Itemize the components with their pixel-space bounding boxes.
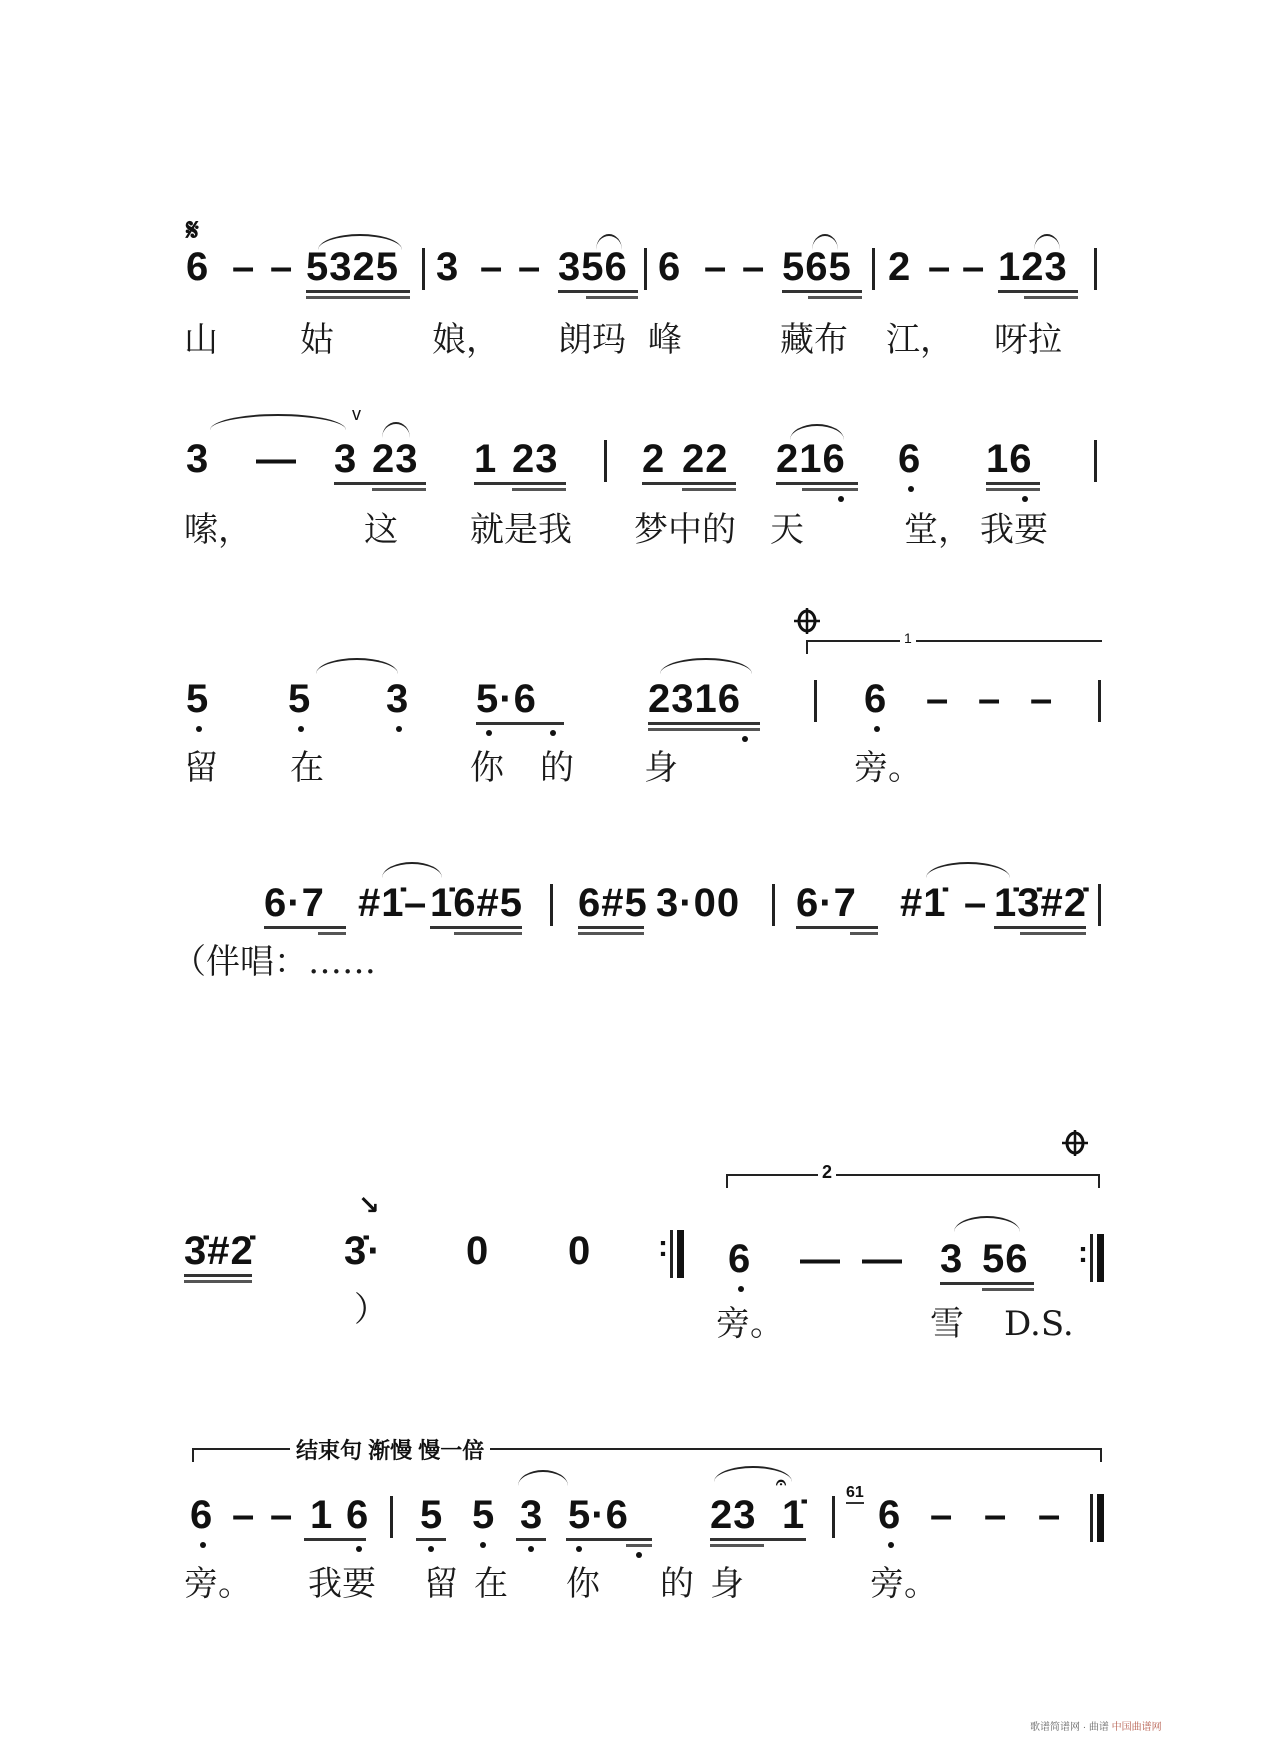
note: 5 [186,677,210,721]
footer-site: 中国曲谱网 [1111,1722,1162,1733]
lyric: 江， [886,320,954,360]
grace-notes: 61 [846,1484,864,1504]
dash: – [404,881,428,925]
lyric: 梦中的 [634,510,736,550]
lyric: 旁。 [870,1564,938,1604]
note-group: 123 [998,245,1068,289]
underline [512,488,566,491]
note-group: 1̇3̇#2̇ [994,881,1087,925]
note-group: 6·7 [796,881,857,925]
underline [474,482,566,485]
coda-icon [1062,1130,1088,1156]
low-octave-dot [356,1546,362,1552]
underline [318,932,346,935]
underline [982,1288,1034,1291]
note-group: 56 [982,1237,1029,1281]
note-group: 2316 [648,677,741,721]
bar-line [604,440,607,482]
note-group: 5·6 [568,1493,629,1537]
bar-line [390,1496,393,1538]
note-group: 6·7 [264,881,325,925]
note: 3 [436,245,460,289]
lyric: 旁。 [854,748,922,788]
lyric: 的 [660,1564,694,1604]
underline [578,932,644,935]
underline [334,482,426,485]
low-octave-dot [874,726,880,732]
note: 6 [878,1493,902,1537]
underline [476,722,564,725]
dal-segno-marking: D.S. [1004,1304,1074,1344]
note: 3̇· [344,1229,382,1273]
slur [518,1470,568,1486]
underline [578,926,644,929]
underline [850,932,878,935]
note-group: 5325 [306,245,399,289]
low-octave-dot [888,1542,894,1548]
lyric: 身 [644,748,678,788]
low-octave-dot [396,726,402,732]
note-group: 23 [710,1493,757,1537]
dash: – [232,1493,256,1537]
note: 6 [190,1493,214,1537]
lyric: 藏布 [780,320,848,360]
low-octave-dot [636,1552,642,1558]
slur [926,862,1010,878]
dash: – [964,881,988,925]
lyric: 朗玛 [558,320,626,360]
underline [648,728,760,731]
footer-text: 歌谱简谱网 · 曲谱 [1030,1722,1109,1733]
dash: – [742,245,766,289]
lyric: 的 [540,748,574,788]
note-group: 23 [512,437,559,481]
note: 3 [386,677,410,721]
low-octave-dot [528,1546,534,1552]
underline [710,1538,806,1541]
note: 6 [864,677,888,721]
underline [566,1538,652,1541]
bar-line [422,248,425,290]
lyric: 就是我 [470,510,572,550]
dash: – [930,1493,954,1537]
bar-line [1098,884,1101,926]
note: 6 [186,245,210,289]
note: 6 [658,245,682,289]
dash: – [270,245,294,289]
lyric: 我要 [980,510,1048,550]
slur [954,1216,1020,1232]
underline [626,1544,652,1547]
lyric: 呀拉 [994,320,1062,360]
repeat-dots: : [658,1230,668,1263]
fermata-icon: 𝄐 [776,1472,787,1492]
note: 3 [520,1493,544,1537]
note: 3 [940,1237,964,1281]
volta-bracket-2 [726,1174,1100,1188]
underline [710,1544,764,1547]
underline [940,1282,1034,1285]
dash: — [800,1237,841,1281]
low-octave-dot [550,730,556,736]
note-group: 6#5 [578,881,648,925]
volta-number: 2 [818,1162,836,1183]
note: 6 [898,437,922,481]
bar-line [550,884,553,926]
note: 1̇ [782,1493,806,1537]
note: 6 [346,1493,370,1537]
dash: – [978,677,1002,721]
note: 6 [728,1237,752,1281]
low-octave-dot [838,496,844,502]
underline [682,488,736,491]
lyric: 雪 [930,1304,964,1344]
underline [994,926,1086,929]
note: 5 [288,677,312,721]
slur [660,658,752,674]
underline [586,296,638,299]
underline [776,482,858,485]
lyric: 在 [290,748,324,788]
low-octave-dot [1022,496,1028,502]
segno-icon: 𝄋 [186,214,199,247]
lyric: 娘， [432,320,500,360]
lyric-prefix: （伴唱：…… [172,942,376,982]
dash: – [1038,1493,1062,1537]
underline [184,1274,252,1277]
note-group: 216 [776,437,846,481]
rest: 0 [466,1229,490,1273]
note-group: 23 [372,437,419,481]
bar-line [1098,680,1101,722]
bar-line [644,248,647,290]
note-group: 565 [782,245,852,289]
low-octave-dot [742,736,748,742]
repeat-end-barline [670,1230,684,1278]
note-group: 3̇#2̇ [184,1229,254,1273]
note: 2 [888,245,912,289]
dash: — [862,1237,903,1281]
note-group: 356 [558,245,628,289]
slur [382,862,442,878]
slur [210,414,346,430]
lyric: 姑 [300,320,334,360]
lyric: 你 [470,748,504,788]
note: 5 [420,1493,444,1537]
underline [796,926,878,929]
underline [986,488,1040,491]
note-group: 16 [986,437,1033,481]
slide-arrow-icon: ↘ [358,1190,380,1220]
underline [516,1538,546,1541]
dash: – [926,677,950,721]
dash: – [984,1493,1008,1537]
low-octave-dot [576,1546,582,1552]
dash: — [256,437,297,481]
lyric: 留 [184,748,218,788]
underline [642,482,736,485]
note-group: 22 [682,437,729,481]
bar-line [814,680,817,722]
underline [304,1538,366,1541]
lyric: 你 [566,1564,600,1604]
bar-line [1094,248,1097,290]
note: 1 [310,1493,334,1537]
final-barline [1090,1494,1104,1542]
dash: – [962,245,986,289]
volta-bracket-1 [806,640,1102,654]
bar-line [832,1496,835,1538]
low-octave-dot [486,730,492,736]
underline [1020,932,1086,935]
underline [648,722,760,725]
underline [184,1280,252,1283]
lyric: 我要 [308,1564,376,1604]
dash: – [1030,677,1054,721]
note-group: 1̇6#5 [430,881,523,925]
dash: – [232,245,256,289]
lyric: 旁。 [184,1564,252,1604]
volta-number: 1 [900,630,916,646]
close-paren: ） [354,1290,388,1330]
underline [1024,296,1078,299]
lyric: 这 [364,510,398,550]
low-octave-dot [480,1542,486,1548]
bar-line [872,248,875,290]
dash: – [518,245,542,289]
lyric: 峰 [648,320,682,360]
lyric: 嗦， [184,510,252,550]
underline [986,482,1040,485]
slur [316,658,398,674]
note: 5 [472,1493,496,1537]
underline [998,290,1078,293]
underline [802,488,858,491]
note: 3 [186,437,210,481]
note: 1 [474,437,498,481]
breath-mark: v [352,404,361,424]
note: 2 [642,437,666,481]
lyric: 身 [710,1564,744,1604]
footer-watermark [1030,1718,1162,1733]
lyric: 天 [770,510,804,550]
underline [558,290,638,293]
note: 3 [334,437,358,481]
repeat-dots: : [1078,1236,1088,1269]
lyric: 留 [424,1564,458,1604]
ending-tempo-label: 结束句 渐慢 慢一倍 [290,1434,490,1465]
dash: – [704,245,728,289]
dash: – [480,245,504,289]
dash: – [270,1493,294,1537]
low-octave-dot [738,1286,744,1292]
bar-line [772,884,775,926]
underline [416,1538,446,1541]
low-octave-dot [428,1546,434,1552]
lyric: 旁。 [716,1304,784,1344]
bar-line [1094,440,1097,482]
low-octave-dot [200,1542,206,1548]
underline [454,932,522,935]
dash: – [928,245,952,289]
lyric: 堂， [904,510,972,550]
lyric: 在 [474,1564,508,1604]
underline [808,296,862,299]
repeat-end-barline [1090,1234,1104,1282]
underline [306,296,410,299]
underline [430,926,522,929]
rest: 0 [568,1229,592,1273]
note-sharp: #1̇ [900,881,947,925]
coda-icon [794,608,820,634]
underline [372,488,426,491]
low-octave-dot [196,726,202,732]
note-sharp: #1̇ [358,881,405,925]
low-octave-dot [298,726,304,732]
low-octave-dot [908,486,914,492]
underline [264,926,346,929]
note-group: 3·00 [656,881,741,925]
note-group: 5·6 [476,677,537,721]
lyric: 山 [184,320,218,360]
underline [306,290,410,293]
underline [782,290,862,293]
